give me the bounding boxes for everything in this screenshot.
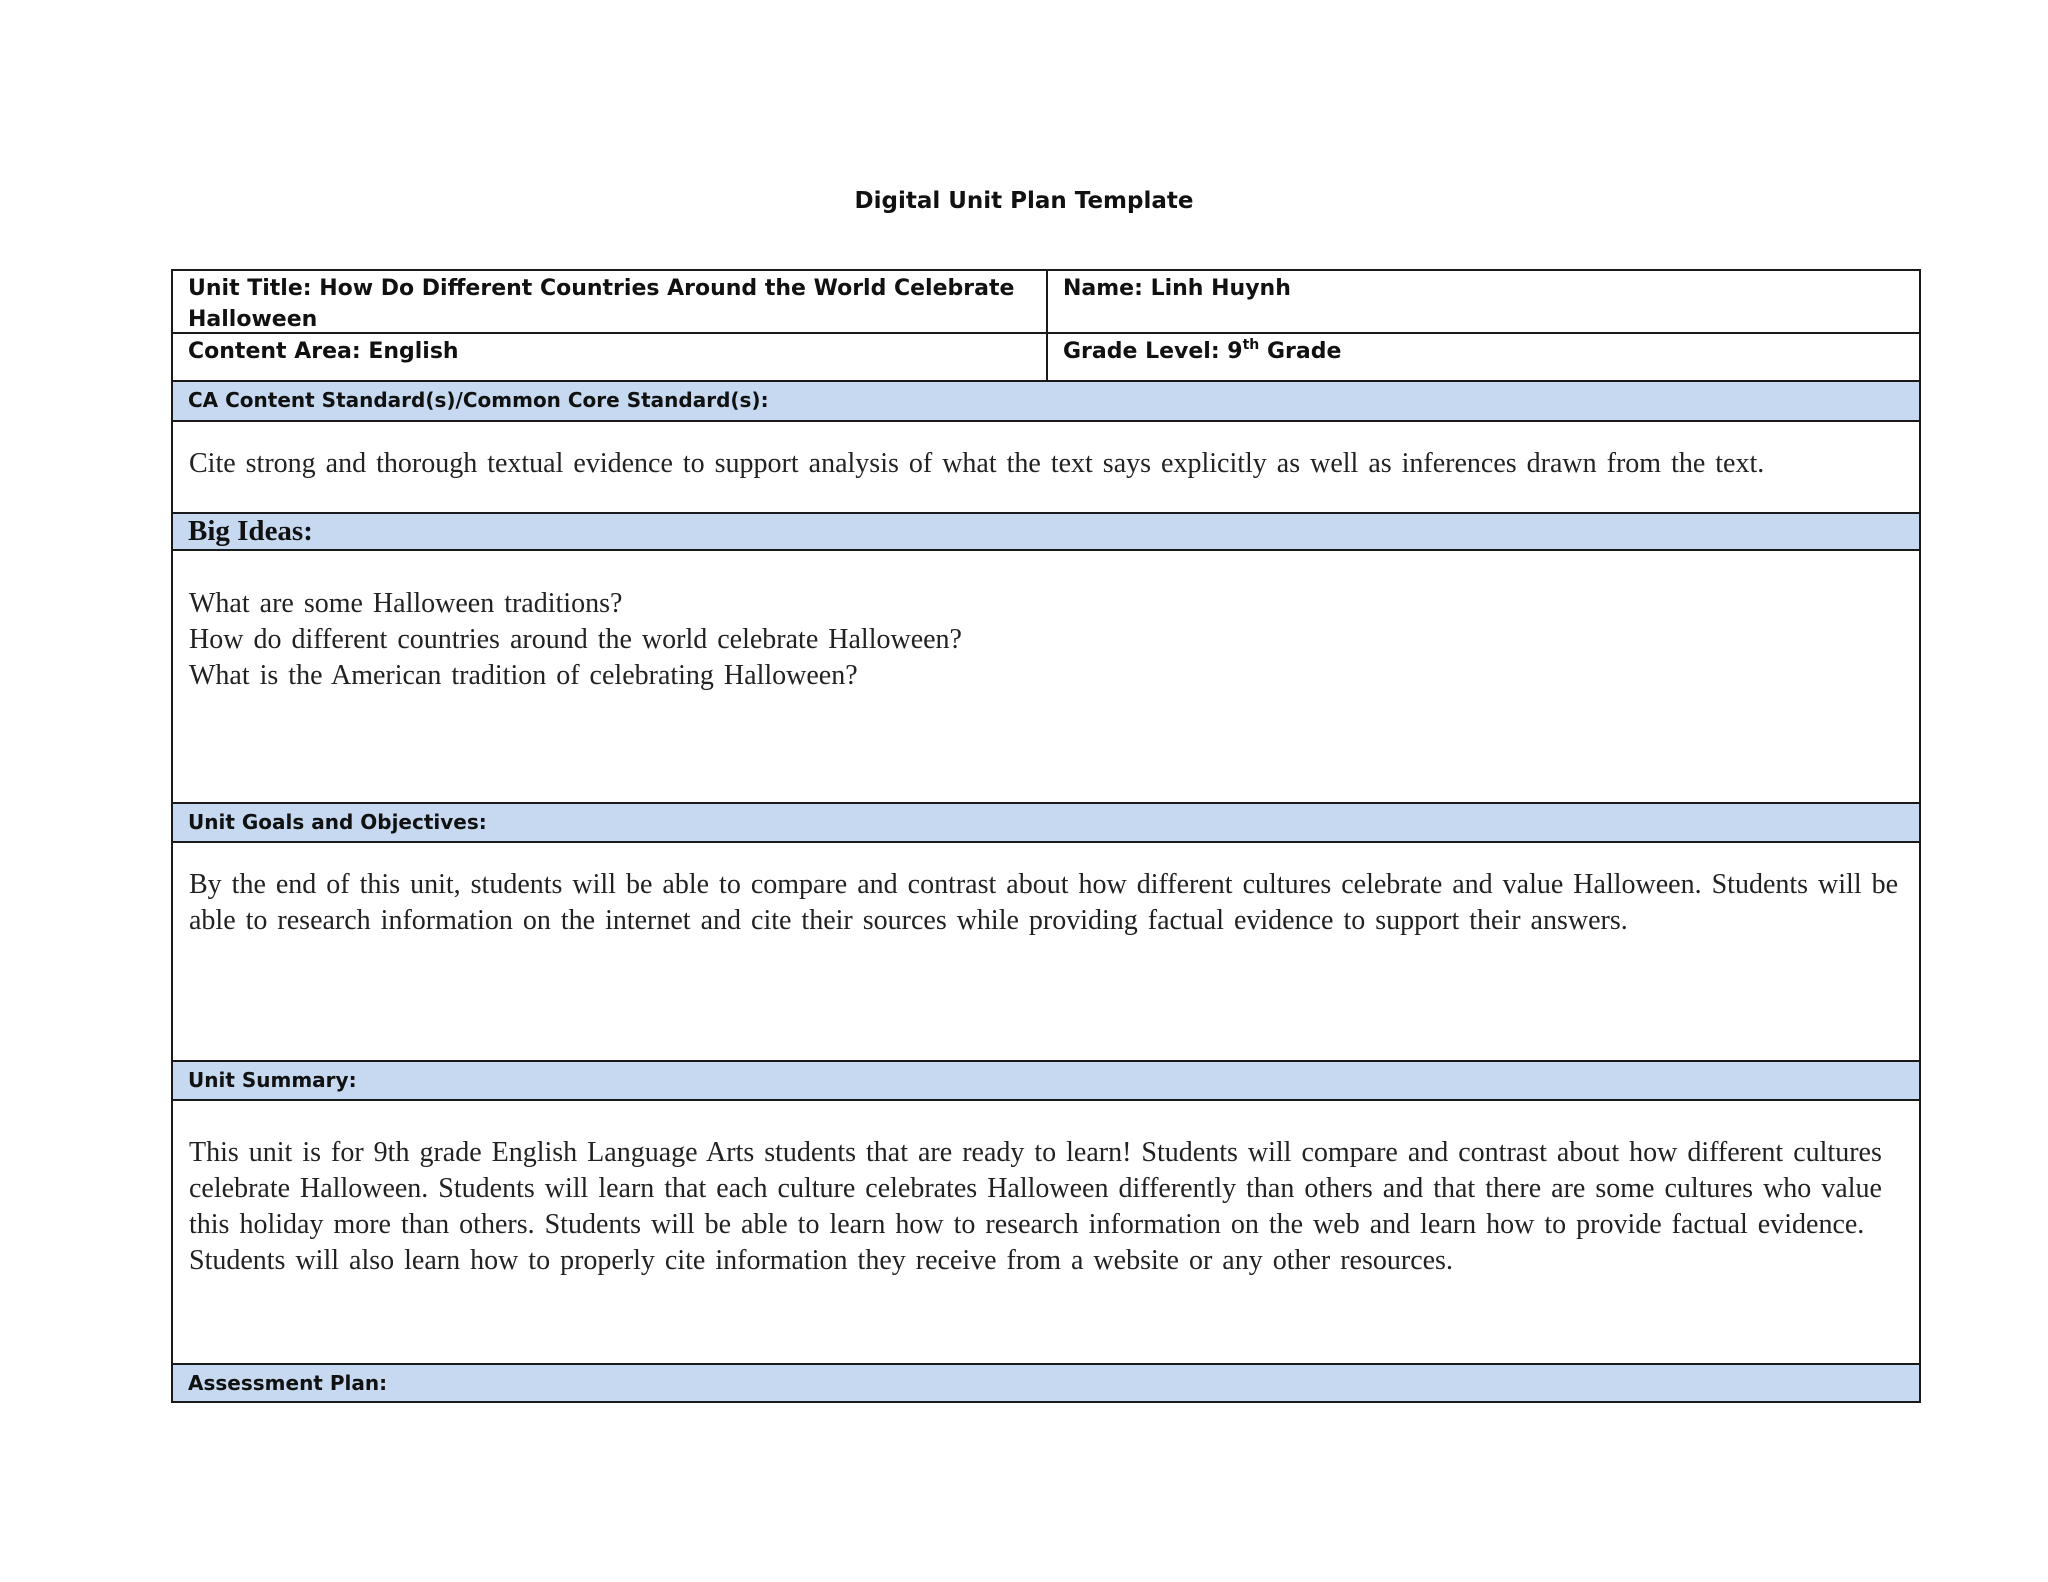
grade-level-word: Grade: [1266, 339, 1342, 364]
goals-body: [173, 843, 1919, 1062]
name-value: Linh Huynh: [1150, 276, 1291, 301]
unit-title-cell: [173, 271, 1048, 332]
title-name-row: [173, 271, 1919, 334]
standards-body: [173, 422, 1919, 514]
content-grade-row: [173, 334, 1919, 382]
standards-text: Cite strong and thorough textual evidence to support analysis of what the text says explicitly as well as inferences drawn from the text.: [189, 448, 1765, 479]
name-label: Name:: [1063, 276, 1143, 301]
summary-heading: Unit Summary:: [173, 1062, 1919, 1101]
grade-level-cell: [1048, 334, 1919, 380]
grade-level-suffix: th: [1242, 337, 1260, 353]
content-area-label: Content Area:: [188, 339, 361, 364]
summary-body: [173, 1101, 1919, 1365]
grade-level-label: Grade Level:: [1063, 339, 1220, 364]
content-area-value: English: [368, 339, 459, 364]
unit-title-label: Unit Title:: [188, 276, 312, 301]
big-ideas-body: [173, 551, 1919, 804]
big-ideas-line-2: How do different countries around the world celebrate Halloween?: [189, 624, 962, 655]
grade-level-number: 9: [1227, 339, 1243, 364]
big-ideas-line-1: What are some Halloween traditions?: [189, 588, 623, 619]
unit-title-value: How Do Different Countries Around the World Celebrate Halloween: [188, 276, 1015, 332]
big-ideas-heading: Big Ideas:: [173, 514, 1919, 551]
page-title: Digital Unit Plan Template: [854, 188, 1194, 214]
content-area-cell: [173, 334, 1048, 380]
assessment-heading: Assessment Plan:: [173, 1365, 1919, 1401]
summary-text: This unit is for 9th grade English Language Arts students that are ready to learn! Students will compare and contrast about how different cultures celebrate Halloween. Students will learn that each culture celebrates Halloween differently than others and that there are some cultures who value this holiday more than others. Students will be able to learn how to research information on the web and learn how to provide factual evidence. Students will also learn how to properly cite information they receive from a website or any other resources.: [189, 1137, 1882, 1276]
big-ideas-line-3: What is the American tradition of celebrating Halloween?: [189, 660, 858, 691]
goals-text: By the end of this unit, students will be able to compare and contrast about how different cultures celebrate and value Halloween. Students will be able to research information on the internet and cite their sources while providing factual evidence to support their answers.: [189, 869, 1899, 936]
standards-heading: CA Content Standard(s)/Common Core Standard(s):: [173, 382, 1919, 422]
unit-plan-table: [171, 269, 1921, 1403]
goals-heading: Unit Goals and Objectives:: [173, 804, 1919, 843]
name-cell: [1048, 271, 1919, 332]
